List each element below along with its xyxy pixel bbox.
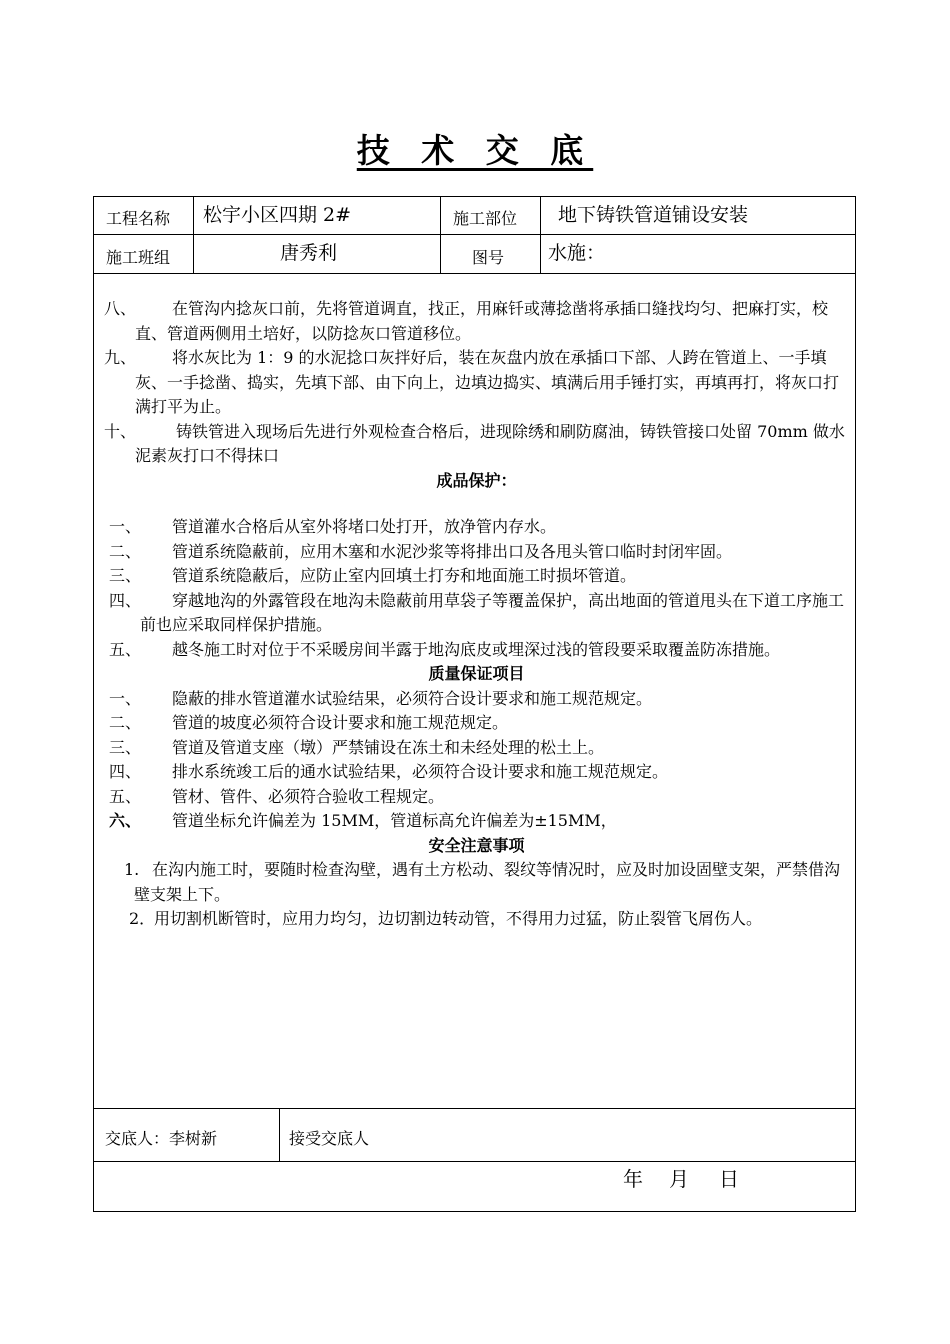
section-spacer: [104, 493, 849, 515]
date-year: 年: [623, 1167, 643, 1191]
step-number: 十、: [104, 421, 137, 441]
step-text: 铸铁管进入现场后先进行外观检查合格后，进现除绣和刷防腐油，铸铁管接口处留 70mm 做水泥素灰打口不得抹口: [135, 421, 845, 465]
construction-part-value: 地下铸铁管道铺设安装: [558, 204, 749, 226]
protection-item: [104, 515, 849, 540]
quality-number: 二、: [109, 713, 142, 732]
protection-text: 管道系统隐蔽前，应用木塞和水泥沙浆等将排出口及各甩头管口临时封闭牢固。: [172, 541, 733, 561]
quality-item: [104, 736, 849, 761]
step-number: 八、: [104, 299, 137, 318]
quality-item: [104, 785, 849, 810]
quality-text: 管道及管道支座（墩）严禁铺设在冻土和未经处理的松土上。: [172, 737, 605, 757]
protection-number: 三、: [109, 566, 142, 585]
project-name-label: 工程名称: [106, 209, 171, 228]
step-item: [104, 420, 849, 469]
step-item: [104, 346, 849, 420]
safety-item: [104, 907, 849, 932]
header-col-divider-3: [540, 197, 541, 273]
construction-team-label: 施工班组: [106, 248, 171, 267]
construction-part-label: 施工部位: [453, 209, 518, 228]
step-item: [104, 297, 849, 346]
drawing-number-value: 水施：: [548, 242, 606, 264]
step-number: 九、: [104, 348, 137, 367]
quality-number: 三、: [109, 737, 142, 757]
quality-text: 排水系统竣工后的通水试验结果，必须符合设计要求和施工规范规定。: [172, 762, 669, 781]
protection-item: [104, 638, 849, 663]
protection-text: 穿越地沟的外露管段在地沟未隐蔽前用草袋子等覆盖保护，高出地面的管道甩头在下道工序施工前也应采取同样保护措施。: [140, 590, 845, 634]
protection-item: [104, 540, 849, 565]
quality-heading: 质量保证项目: [428, 664, 525, 683]
quality-text: 管道坐标允许偏差为 15MM，管道标高允许偏差为±15MM，: [172, 811, 617, 830]
disclosure-body: [104, 297, 849, 932]
quality-item: [104, 809, 849, 834]
protection-number: 四、: [109, 590, 142, 610]
quality-number: 六、: [109, 811, 142, 830]
quality-text: 隐蔽的排水管道灌水试验结果，必须符合设计要求和施工规范规定。: [172, 688, 653, 708]
signature-col-divider: [279, 1108, 280, 1161]
signature-top-border: [94, 1108, 855, 1109]
header-col-divider-2: [440, 197, 441, 273]
quality-number: 一、: [109, 688, 142, 708]
protection-number: 一、: [109, 517, 142, 536]
safety-heading: 安全注意事项: [428, 835, 525, 855]
date-day: 日: [719, 1167, 739, 1191]
disclosure-table: [93, 196, 856, 1212]
step-text: 在管沟内捻灰口前，先将管道调直，找正，用麻钎或薄捻凿将承插口缝找均匀、把麻打实，校直、管道两侧用土培好，以防捻灰口管道移位。: [135, 299, 829, 343]
date-month: 月: [669, 1167, 689, 1191]
construction-team-value: 唐秀利: [280, 242, 338, 264]
quality-text: 管道的坡度必须符合设计要求和施工规范规定。: [172, 713, 509, 732]
protection-text: 管道灌水合格后从室外将堵口处打开，放净管内存水。: [172, 517, 557, 536]
protection-number: 二、: [109, 541, 142, 561]
safety-text: 在沟内施工时，要随时检查沟壁，遇有土方松动、裂纹等情况时，应及时加设固壁支架，严禁借沟壁支架上下。: [134, 860, 841, 904]
protection-text: 越冬施工时对位于不采暖房间半露于地沟底皮或埋深过浅的管段要采取覆盖防冻措施。: [172, 639, 781, 659]
quality-text: 管材、管件、必须符合验收工程规定。: [172, 786, 445, 806]
protection-number: 五、: [109, 639, 142, 659]
quality-item: [104, 760, 849, 785]
quality-item: [104, 711, 849, 736]
disclosure-receiver-label: 接受交底人: [289, 1129, 370, 1148]
quality-number: 四、: [109, 762, 142, 781]
safety-text: 用切割机断管时，应用力均匀，边切割边转动管，不得用力过猛，防止裂管飞屑伤人。: [154, 909, 763, 928]
protection-heading: 成品保护：: [436, 470, 517, 490]
protection-item: [104, 589, 849, 638]
safety-item: [104, 858, 849, 907]
safety-number: 1.: [124, 860, 140, 879]
step-text: 将水灰比为 1：9 的水泥捻口灰拌好后，装在灰盘内放在承插口下部、人跨在管道上、一手填灰、一手捻凿、捣实，先填下部、由下向上，边填边捣实、填满后用手锤打实，再填再打，将灰口打满打平为止。: [135, 348, 840, 416]
quality-item: [104, 687, 849, 712]
document-title: 技 术 交 底: [356, 131, 594, 170]
protection-text: 管道系统隐蔽后，应防止室内回填土打夯和地面施工时损坏管道。: [172, 566, 637, 585]
drawing-number-label: 图号: [472, 248, 505, 267]
header-bottom-border: [94, 273, 855, 274]
project-name-value: 松宇小区四期 2#: [203, 204, 352, 226]
quality-number: 五、: [109, 786, 142, 806]
header-col-divider-1: [193, 197, 194, 273]
protection-item: [104, 564, 849, 589]
disclosure-giver: 交底人：李树新: [105, 1129, 218, 1148]
signature-bottom-border: [94, 1161, 855, 1162]
header-row-divider: [94, 234, 855, 235]
safety-number: 2．: [129, 909, 156, 928]
